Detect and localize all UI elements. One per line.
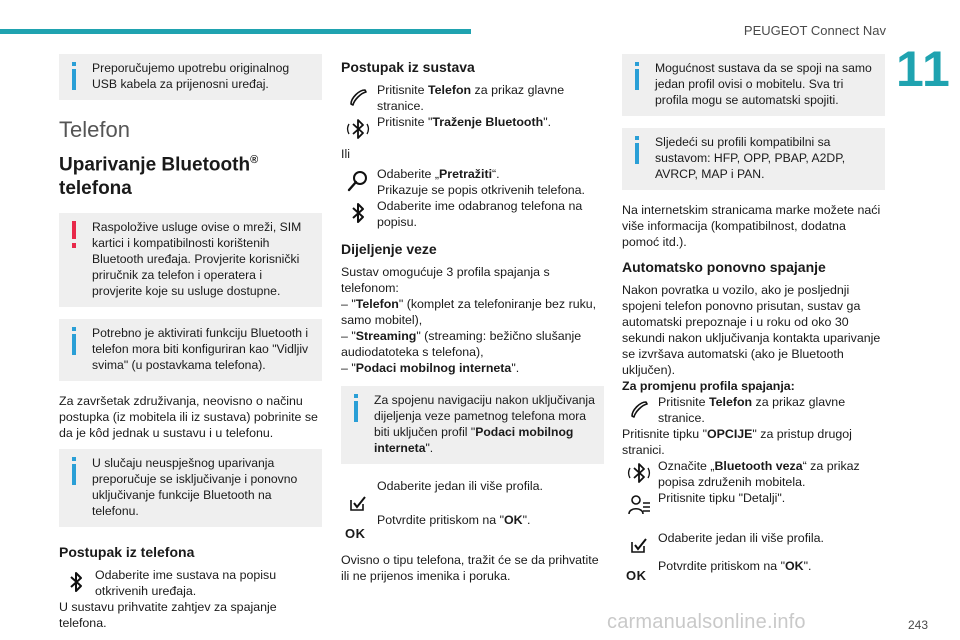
phone-handset-icon	[626, 396, 652, 422]
chapter-number: 11	[896, 41, 951, 97]
heading-bluetooth-pairing: Uparivanje Bluetooth® telefona	[59, 154, 259, 200]
search-icon	[345, 168, 371, 194]
info-note-single-profile: Mogućnost sustava da se spoji na samo jedan profil ovisi o mobitelu. Sva tri profila mogu se automatski spojiti.	[622, 54, 885, 116]
list-item-profile-phone: – "Telefon" (komplet za telefoniranje bez ruku, samo mobitel),	[341, 297, 597, 327]
heading-phone-procedure: Postupak iz telefona	[59, 544, 195, 561]
paragraph-website-info: Na internetskim stranicama marke možete naći više informacija (kompatibilnost, dodatna pomoć itd.).	[622, 203, 881, 249]
ok-icon: OK	[626, 568, 647, 583]
ok-icon: OK	[345, 526, 366, 541]
info-note-navigation: Za spojenu navigaciju nakon uključivanja dijeljenja veze pametnog telefona mora biti uključen profil "Podaci mobilnog interneta".	[341, 386, 604, 464]
info-note-bluetooth: Potrebno je aktivirati funkciju Bluetooth i telefon mora biti konfiguriran kao "Vidljiv svima" (u postavkama telefona).	[59, 319, 322, 381]
user-details-icon	[626, 492, 652, 518]
step-select-system: Odaberite ime sustava na popisu otkrivenih uređaja.	[59, 567, 322, 599]
step-select-profiles-2: Odaberite jedan ili više profila.	[622, 518, 885, 552]
list-item-profile-streaming: – "Streaming" (streaming: bežično slušanje audiodatoteka s telefona),	[341, 329, 582, 359]
bluetooth-search-icon	[345, 116, 371, 142]
page-number: 243	[907, 618, 928, 632]
step-select-profiles: Odaberite jedan ili više profila.	[341, 476, 604, 510]
header-accent-bar	[0, 29, 471, 34]
watermark: carmanualsonline.info	[607, 611, 806, 633]
column-2	[341, 54, 604, 592]
info-icon	[68, 457, 82, 485]
heading-connection-sharing: Dijeljenje veze	[341, 241, 437, 257]
info-note-usb: Preporučujemo upotrebu originalnog USB kabela za prijenosni uređaj.	[59, 54, 322, 100]
step-bluetooth-connection: Označite „Bluetooth veza“ za prikaz popisa združenih mobitela.	[622, 458, 885, 490]
step-press-phone-2: Pritisnite Telefon za prikaz glavne stranice.	[622, 394, 885, 426]
step-search: Odaberite „Pretražiti“. Prikazuje se popis otkrivenih telefona.	[341, 166, 604, 198]
header-title: PEUGEOT Connect Nav	[743, 23, 886, 38]
phone-handset-icon	[345, 84, 371, 110]
list-item-profile-mobile-data: – "Podaci mobilnog interneta".	[341, 361, 520, 375]
info-note-failure: U slučaju neuspješnog uparivanja preporučuje se isključivanje i ponovno uključivanje funkcije Bluetooth na telefonu.	[59, 449, 322, 527]
warning-note-services: Raspoložive usluge ovise o mreži, SIM kartici i kompatibilnosti korištenih Bluetooth uređaja. Provjerite korisnički priručnik za telefon i operatera i provjerite koje su usluge dostupne.	[59, 213, 322, 307]
step-select-phone: Odaberite ime odabranog telefona na popisu.	[341, 198, 604, 230]
paragraph-accept-request: U sustavu prihvatite zahtjev za spajanje telefona.	[59, 600, 277, 631]
change-profile-title: Za promjenu profila spajanja:	[622, 379, 795, 393]
paragraph-finish-pairing: Za završetak združivanja, neovisno o načinu postupka (iz mobitela ili iz sustava) pobrinite se da je kôd jednak u sustavu i u telefonu.	[59, 394, 318, 441]
column-1	[59, 54, 322, 639]
column-3	[622, 54, 885, 586]
step-confirm-ok-2: OK Potvrdite pritiskom na "OK".	[622, 552, 885, 586]
info-note-compatible-profiles: Sljedeći su profili kompatibilni sa sustavom: HFP, OPP, PBAP, A2DP, AVRCP, MAP i PAN.	[622, 128, 885, 190]
info-icon	[350, 394, 364, 422]
warning-icon	[68, 221, 82, 249]
bluetooth-icon	[345, 200, 371, 226]
step-confirm-ok: OK Potvrdite pritiskom na "OK".	[341, 510, 604, 544]
step-press-phone: Pritisnite Telefon za prikaz glavne stranice.	[341, 82, 604, 114]
heading-system-procedure: Postupak iz sustava	[341, 59, 475, 75]
info-icon	[68, 62, 82, 90]
heading-auto-reconnect: Automatsko ponovno spajanje	[622, 259, 826, 275]
step-details: Pritisnite tipku "Detalji".	[622, 490, 885, 518]
paragraph-auto-reconnect: Nakon povratka u vozilo, ako je posljednji spojeni telefon ponovno prisutan, sustav ga automatski prepoznaje i u roku od oko 30 sekundi nakon uključivanja kontakta uparivanje se izvršava automatski (ako je Bluetooth uključen).	[622, 283, 881, 377]
step-bluetooth-search: Pritisnite "Traženje Bluetooth".	[341, 114, 604, 134]
bluetooth-search-icon	[626, 460, 652, 486]
bluetooth-icon	[63, 569, 89, 595]
paragraph-options: Pritisnite tipku "OPCIJE" za pristup drugoj stranici.	[622, 427, 852, 457]
info-icon	[68, 327, 82, 355]
info-icon	[631, 136, 645, 164]
section-title-telefon: Telefon	[59, 117, 130, 142]
or-label: Ili	[341, 147, 350, 161]
paragraph-phonebook-transfer: Ovisno o tipu telefona, tražit će se da prihvatite ili ne prijenos imenika i poruka.	[341, 553, 599, 583]
info-icon	[631, 62, 645, 90]
paragraph-share-intro: Sustav omogućuje 3 profila spajanja s telefonom:	[341, 265, 550, 295]
